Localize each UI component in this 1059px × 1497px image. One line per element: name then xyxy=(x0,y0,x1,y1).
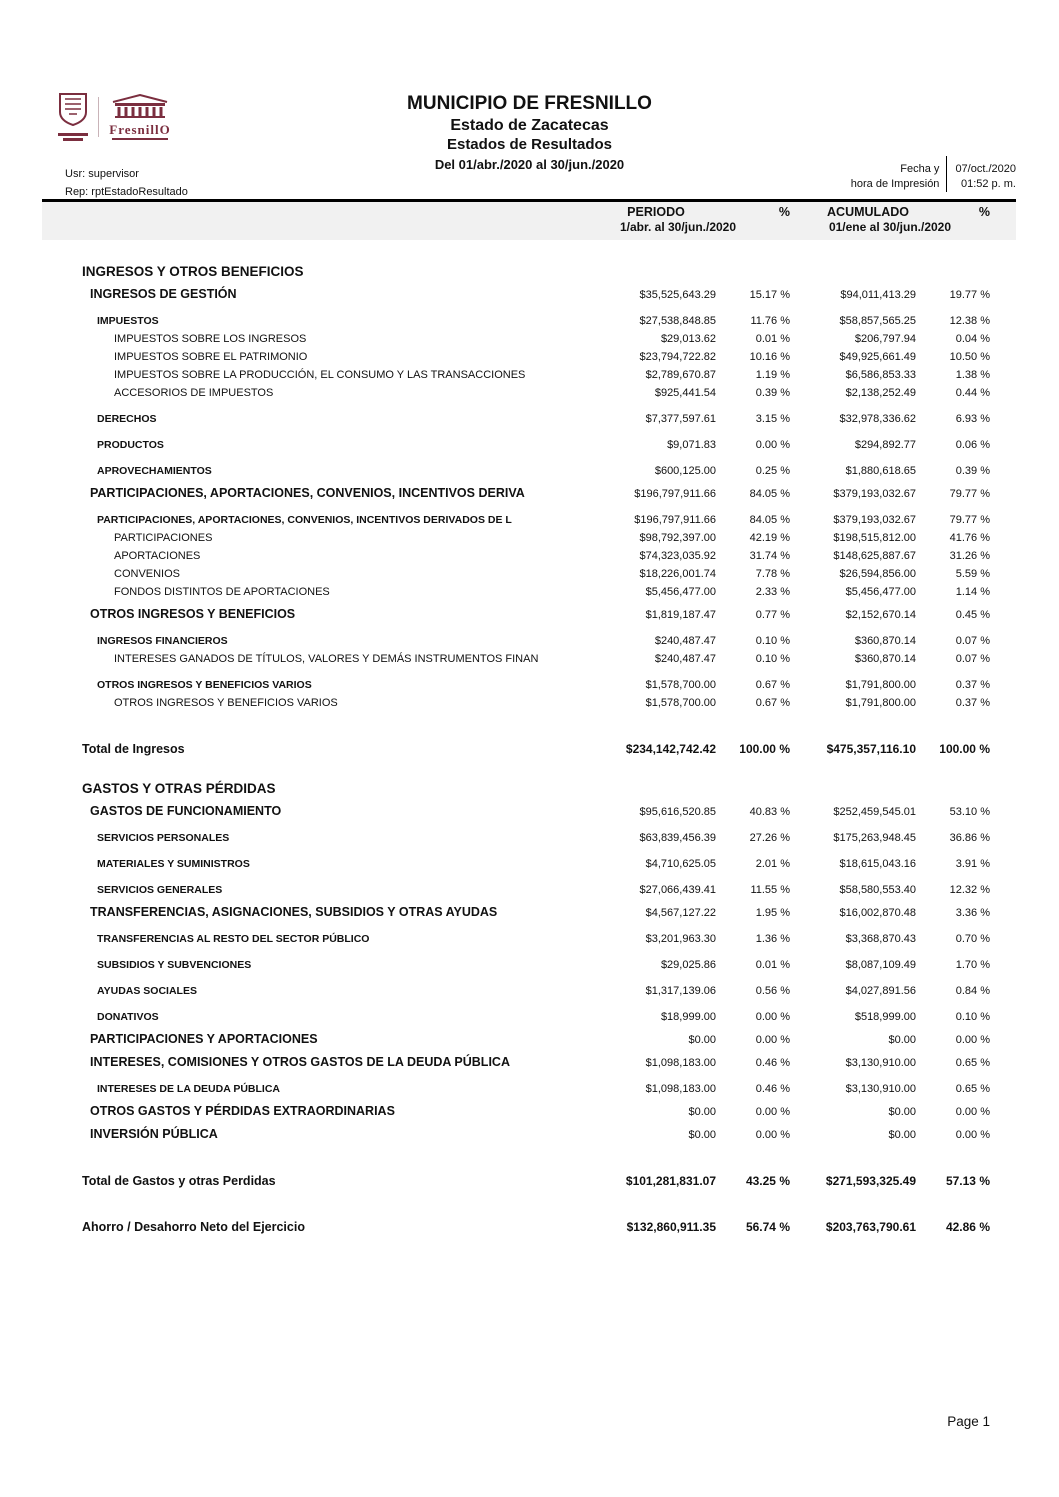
cell-acumulado: $518,999.00 xyxy=(854,1011,916,1023)
cell-acumulado-pct: 0.10 % xyxy=(955,1011,990,1023)
row-label: AYUDAS SOCIALES xyxy=(97,985,197,997)
cell-periodo-pct: 1.95 % xyxy=(755,907,790,919)
cell-acumulado-pct: 12.38 % xyxy=(949,315,990,327)
table-row xyxy=(42,1080,1016,1098)
cell-periodo: $4,710,625.05 xyxy=(645,858,716,870)
cell-acumulado-pct: 6.93 % xyxy=(955,413,990,425)
table-row xyxy=(42,1172,1016,1190)
cell-periodo-pct: 0.25 % xyxy=(755,465,790,477)
table-row xyxy=(42,384,1016,402)
table-row xyxy=(42,740,1016,758)
table-row xyxy=(42,366,1016,384)
row-label: INGRESOS FINANCIEROS xyxy=(97,635,228,647)
row-label: PARTICIPACIONES Y APORTACIONES xyxy=(90,1032,318,1046)
row-label: INTERESES, COMISIONES Y OTROS GASTOS DE LA DEUDA PÚBLICA xyxy=(90,1055,510,1069)
cell-acumulado: $2,138,252.49 xyxy=(845,387,916,399)
row-label: SERVICIOS PERSONALES xyxy=(97,832,230,844)
cell-acumulado-pct: 0.84 % xyxy=(955,985,990,997)
cell-acumulado: $26,594,856.00 xyxy=(839,568,916,580)
table-row xyxy=(42,956,1016,974)
column-periodo-daterange: 1/abr. al 30/jun./2020 xyxy=(619,220,737,234)
table-row xyxy=(42,780,1016,798)
cell-acumulado-pct: 0.37 % xyxy=(955,697,990,709)
cell-periodo-pct: 0.46 % xyxy=(755,1057,790,1069)
cell-acumulado-pct: 0.07 % xyxy=(955,653,990,665)
row-label: FONDOS DISTINTOS DE APORTACIONES xyxy=(114,586,330,598)
table-row xyxy=(42,330,1016,348)
print-label-line1: Fecha y xyxy=(900,163,940,175)
row-label: IMPUESTOS SOBRE LOS INGRESOS xyxy=(114,333,307,345)
print-label-line2: hora de Impresión xyxy=(850,178,940,190)
cell-periodo: $1,578,700.00 xyxy=(645,697,716,709)
table-row xyxy=(42,632,1016,650)
row-label: OTROS INGRESOS Y BENEFICIOS xyxy=(90,607,296,621)
table-row xyxy=(42,511,1016,529)
row-label: INTERESES DE LA DEUDA PÚBLICA xyxy=(97,1083,280,1095)
table-row xyxy=(42,565,1016,583)
column-group-acumulado xyxy=(790,205,990,234)
cell-acumulado-pct: 0.06 % xyxy=(955,439,990,451)
row-label: IMPUESTOS SOBRE LA PRODUCCIÓN, EL CONSUMO Y LAS TRANSACCIONES xyxy=(114,369,526,381)
cell-acumulado: $360,870.14 xyxy=(854,635,916,647)
row-label: OTROS GASTOS Y PÉRDIDAS EXTRAORDINARIAS xyxy=(90,1104,395,1118)
cell-periodo: $29,013.62 xyxy=(660,333,716,345)
table-row xyxy=(42,676,1016,694)
cell-acumulado: $148,625,887.67 xyxy=(833,550,916,562)
cell-periodo: $2,789,670.87 xyxy=(645,369,716,381)
cell-acumulado: $475,357,116.10 xyxy=(826,742,916,756)
cell-acumulado: $32,978,336.62 xyxy=(839,413,916,425)
cell-periodo-pct: 40.83 % xyxy=(749,806,790,818)
table-row xyxy=(42,903,1016,922)
table-row xyxy=(42,930,1016,948)
cell-periodo: $5,456,477.00 xyxy=(645,586,716,598)
cell-acumulado: $8,087,109.49 xyxy=(845,959,916,971)
cell-periodo: $240,487.47 xyxy=(654,653,716,665)
cell-periodo-pct: 0.46 % xyxy=(755,1083,790,1095)
cell-periodo: $196,797,911.66 xyxy=(634,514,716,526)
cell-periodo: $196,797,911.66 xyxy=(634,488,716,500)
cell-acumulado-pct: 10.50 % xyxy=(949,351,990,363)
cell-periodo-pct: 15.17 % xyxy=(749,289,790,301)
print-meta xyxy=(851,156,1016,192)
cell-acumulado: $49,925,661.49 xyxy=(839,351,916,363)
fresnillo-wordmark: FresnillO xyxy=(109,121,171,137)
cell-periodo-pct: 0.10 % xyxy=(755,653,790,665)
cell-acumulado: $58,580,553.40 xyxy=(839,884,916,896)
cell-acumulado-pct: 0.45 % xyxy=(955,609,990,621)
cell-acumulado-pct: 41.76 % xyxy=(949,532,990,544)
cell-acumulado: $2,152,670.14 xyxy=(845,609,916,621)
column-header-band xyxy=(42,199,1016,240)
table-row xyxy=(42,436,1016,454)
cell-periodo: $1,819,187.47 xyxy=(645,609,716,621)
cell-acumulado: $1,791,800.00 xyxy=(845,697,916,709)
cell-acumulado: $0.00 xyxy=(888,1129,916,1141)
cell-periodo: $35,525,643.29 xyxy=(639,289,716,301)
cell-periodo-pct: 0.00 % xyxy=(755,1011,790,1023)
cell-periodo: $23,794,722.82 xyxy=(639,351,716,363)
cell-periodo: $95,616,520.85 xyxy=(639,806,716,818)
table-row xyxy=(42,484,1016,503)
cell-periodo: $0.00 xyxy=(688,1129,716,1141)
cell-periodo-pct: 42.19 % xyxy=(749,532,790,544)
cell-acumulado: $3,130,910.00 xyxy=(845,1083,916,1095)
cell-acumulado: $0.00 xyxy=(888,1106,916,1118)
cell-acumulado-pct: 3.91 % xyxy=(955,858,990,870)
cell-acumulado: $94,011,413.29 xyxy=(840,289,916,301)
cell-periodo: $0.00 xyxy=(688,1106,716,1118)
table-row xyxy=(42,881,1016,899)
report-rows xyxy=(42,241,1016,1236)
row-label: SERVICIOS GENERALES xyxy=(97,884,223,896)
report-subtitle-type: Estados de Resultados xyxy=(446,135,613,153)
cell-acumulado: $379,193,032.67 xyxy=(833,488,916,500)
report-subtitle-state: Estado de Zacatecas xyxy=(450,116,609,134)
cell-acumulado-pct: 0.07 % xyxy=(955,635,990,647)
cell-periodo-pct: 84.05 % xyxy=(749,514,790,526)
print-date: 07/oct./2020 xyxy=(955,163,1016,175)
cell-periodo-pct: 0.00 % xyxy=(755,1106,790,1118)
cell-periodo-pct: 43.25 % xyxy=(745,1174,790,1188)
table-row xyxy=(42,829,1016,847)
print-values xyxy=(946,156,1016,192)
row-label: IMPUESTOS xyxy=(97,315,159,327)
column-acumulado-label: ACUMULADO xyxy=(827,205,909,219)
cell-acumulado: $58,857,565.25 xyxy=(839,315,916,327)
row-label: CONVENIOS xyxy=(114,568,181,580)
cell-periodo: $132,860,911.35 xyxy=(626,1220,716,1234)
cell-acumulado-pct: 5.59 % xyxy=(955,568,990,580)
cell-acumulado: $3,130,910.00 xyxy=(845,1057,916,1069)
cell-periodo-pct: 2.33 % xyxy=(755,586,790,598)
cell-acumulado: $203,763,790.61 xyxy=(825,1220,916,1234)
cell-periodo-pct: 31.74 % xyxy=(749,550,790,562)
table-row xyxy=(42,410,1016,428)
cell-acumulado: $0.00 xyxy=(888,1034,916,1046)
table-row xyxy=(42,1008,1016,1026)
cell-acumulado: $198,515,812.00 xyxy=(833,532,916,544)
row-label: INGRESOS Y OTROS BENEFICIOS xyxy=(82,264,304,279)
cell-periodo: $27,066,439.41 xyxy=(639,884,716,896)
cell-periodo: $1,098,183.00 xyxy=(645,1083,716,1095)
cell-periodo-pct: 0.77 % xyxy=(755,609,790,621)
cell-acumulado-pct: 3.36 % xyxy=(955,907,990,919)
cell-acumulado-pct: 0.70 % xyxy=(955,933,990,945)
row-label: Ahorro / Desahorro Neto del Ejercicio xyxy=(82,1220,305,1234)
cell-periodo: $98,792,397.00 xyxy=(639,532,716,544)
row-label: PARTICIPACIONES, APORTACIONES, CONVENIOS, INCENTIVOS DERIVA xyxy=(90,486,525,500)
cell-acumulado: $16,002,870.48 xyxy=(839,907,916,919)
cell-periodo-pct: 0.56 % xyxy=(755,985,790,997)
row-label: IMPUESTOS SOBRE EL PATRIMONIO xyxy=(114,351,308,363)
cell-acumulado-pct: 0.00 % xyxy=(955,1106,990,1118)
cell-periodo-pct: 2.01 % xyxy=(755,858,790,870)
cell-periodo-pct: 0.00 % xyxy=(755,1034,790,1046)
column-group-periodo xyxy=(566,205,790,234)
table-row xyxy=(42,1125,1016,1144)
cell-periodo: $7,377,597.61 xyxy=(645,413,716,425)
cell-acumulado-pct: 0.00 % xyxy=(955,1129,990,1141)
cell-periodo-pct: 11.76 % xyxy=(750,315,790,327)
table-row xyxy=(42,694,1016,712)
row-label: ACCESORIOS DE IMPUESTOS xyxy=(114,387,274,399)
column-periodo-pct-label: % xyxy=(778,205,790,219)
row-label: PARTICIPACIONES, APORTACIONES, CONVENIOS, INCENTIVOS DERIVADOS DE L xyxy=(97,514,512,526)
cell-acumulado: $252,459,545.01 xyxy=(833,806,916,818)
row-label: DERECHOS xyxy=(97,413,157,425)
table-row xyxy=(42,285,1016,304)
cell-periodo: $240,487.47 xyxy=(654,635,716,647)
cell-periodo-pct: 0.67 % xyxy=(755,697,790,709)
cell-acumulado-pct: 1.38 % xyxy=(955,369,990,381)
table-row xyxy=(42,982,1016,1000)
table-row xyxy=(42,583,1016,601)
table-row xyxy=(42,802,1016,821)
row-label: TRANSFERENCIAS, ASIGNACIONES, SUBSIDIOS Y OTRAS AYUDAS xyxy=(90,905,498,919)
cell-periodo: $4,567,127.22 xyxy=(645,907,716,919)
report-title: MUNICIPIO DE FRESNILLO xyxy=(407,93,652,114)
cell-acumulado-pct: 53.10 % xyxy=(949,806,990,818)
table-row xyxy=(42,1053,1016,1072)
cell-periodo-pct: 0.00 % xyxy=(755,1129,790,1141)
cell-acumulado: $294,892.77 xyxy=(854,439,916,451)
table-row xyxy=(42,605,1016,624)
cell-periodo-pct: 11.55 % xyxy=(750,884,790,896)
cell-periodo-pct: 3.15 % xyxy=(755,413,790,425)
cell-periodo: $600,125.00 xyxy=(654,465,716,477)
table-row xyxy=(42,529,1016,547)
print-time: 01:52 p. m. xyxy=(960,178,1016,190)
table-row xyxy=(42,650,1016,668)
row-label: PARTICIPACIONES xyxy=(114,532,213,544)
column-periodo-label: PERIODO xyxy=(627,205,685,219)
cell-periodo: $3,201,963.30 xyxy=(645,933,716,945)
cell-acumulado-pct: 0.39 % xyxy=(955,465,990,477)
page-number: Page 1 xyxy=(947,1414,990,1429)
row-label: DONATIVOS xyxy=(97,1011,159,1023)
row-label: APORTACIONES xyxy=(114,550,201,562)
table-row xyxy=(42,855,1016,873)
cell-periodo-pct: 0.01 % xyxy=(755,333,790,345)
cell-acumulado-pct: 0.65 % xyxy=(955,1057,990,1069)
cell-periodo: $0.00 xyxy=(688,1034,716,1046)
cell-periodo-pct: 0.10 % xyxy=(755,635,790,647)
cell-acumulado-pct: 0.04 % xyxy=(955,333,990,345)
table-row xyxy=(42,547,1016,565)
cell-acumulado: $18,615,043.16 xyxy=(839,858,916,870)
report-meta xyxy=(65,165,188,201)
cell-acumulado-pct: 0.44 % xyxy=(955,387,990,399)
print-label xyxy=(851,156,947,192)
cell-periodo: $18,999.00 xyxy=(660,1011,716,1023)
cell-acumulado-pct: 42.86 % xyxy=(945,1220,990,1234)
cell-periodo: $63,839,456.39 xyxy=(639,832,716,844)
cell-periodo-pct: 10.16 % xyxy=(749,351,790,363)
cell-acumulado-pct: 31.26 % xyxy=(949,550,990,562)
cell-acumulado: $1,791,800.00 xyxy=(845,679,916,691)
cell-acumulado-pct: 0.00 % xyxy=(955,1034,990,1046)
row-label: GASTOS Y OTRAS PÉRDIDAS xyxy=(82,781,276,796)
cell-periodo-pct: 0.01 % xyxy=(755,959,790,971)
cell-periodo: $101,281,831.07 xyxy=(625,1174,716,1188)
row-label: OTROS INGRESOS Y BENEFICIOS VARIOS xyxy=(114,697,338,709)
cell-acumulado-pct: 100.00 % xyxy=(939,742,990,756)
row-label: Total de Ingresos xyxy=(82,742,185,756)
cell-periodo: $234,142,742.42 xyxy=(625,742,716,756)
table-row xyxy=(42,312,1016,330)
cell-periodo-pct: 1.19 % xyxy=(755,369,790,381)
row-label: MATERIALES Y SUMINISTROS xyxy=(97,858,250,870)
table-row xyxy=(42,263,1016,281)
cell-acumulado-pct: 79.77 % xyxy=(949,488,990,500)
row-label: PRODUCTOS xyxy=(97,439,164,451)
cell-periodo: $925,441.54 xyxy=(654,387,716,399)
cell-periodo: $74,323,035.92 xyxy=(639,550,716,562)
cell-periodo-pct: 27.26 % xyxy=(749,832,790,844)
user-label: Usr: supervisor xyxy=(65,168,139,180)
cell-acumulado-pct: 19.77 % xyxy=(949,289,990,301)
row-label: Total de Gastos y otras Perdidas xyxy=(82,1174,276,1188)
row-label: GASTOS DE FUNCIONAMIENTO xyxy=(90,804,282,818)
table-row xyxy=(42,348,1016,366)
cell-acumulado: $6,586,853.33 xyxy=(845,369,916,381)
row-label: INGRESOS DE GESTIÓN xyxy=(90,287,237,301)
cell-acumulado: $175,263,948.45 xyxy=(833,832,916,844)
cell-acumulado-pct: 0.65 % xyxy=(955,1083,990,1095)
cell-acumulado-pct: 1.14 % xyxy=(955,586,990,598)
cell-periodo: $1,098,183.00 xyxy=(645,1057,716,1069)
cell-acumulado-pct: 1.70 % xyxy=(955,959,990,971)
report-period: Del 01/abr./2020 al 30/jun./2020 xyxy=(434,156,625,172)
row-label: OTROS INGRESOS Y BENEFICIOS VARIOS xyxy=(97,679,312,691)
cell-acumulado: $3,368,870.43 xyxy=(845,933,916,945)
cell-acumulado: $206,797.94 xyxy=(854,333,916,345)
row-label: SUBSIDIOS Y SUBVENCIONES xyxy=(97,959,252,971)
cell-periodo-pct: 0.00 % xyxy=(755,439,790,451)
cell-acumulado-pct: 79.77 % xyxy=(949,514,990,526)
cell-acumulado: $271,593,325.49 xyxy=(825,1174,916,1188)
column-acumulado-pct-label: % xyxy=(978,205,990,219)
cell-periodo-pct: 56.74 % xyxy=(745,1220,790,1234)
table-row xyxy=(42,462,1016,480)
cell-periodo-pct: 7.78 % xyxy=(755,568,790,580)
row-label: APROVECHAMIENTOS xyxy=(97,465,212,477)
cell-periodo: $18,226,001.74 xyxy=(639,568,716,580)
cell-periodo-pct: 100.00 % xyxy=(739,742,790,756)
cell-acumulado-pct: 57.13 % xyxy=(945,1174,990,1188)
cell-acumulado-pct: 0.37 % xyxy=(955,679,990,691)
cell-acumulado-pct: 36.86 % xyxy=(949,832,990,844)
cell-periodo-pct: 0.39 % xyxy=(755,387,790,399)
cell-periodo: $29,025.86 xyxy=(660,959,716,971)
table-row xyxy=(42,1030,1016,1049)
cell-acumulado: $360,870.14 xyxy=(854,653,916,665)
cell-periodo: $1,317,139.06 xyxy=(645,985,716,997)
row-label: TRANSFERENCIAS AL RESTO DEL SECTOR PÚBLICO xyxy=(97,933,370,945)
cell-acumulado: $379,193,032.67 xyxy=(833,514,916,526)
cell-periodo-pct: 1.36 % xyxy=(755,933,790,945)
cell-periodo: $1,578,700.00 xyxy=(645,679,716,691)
cell-acumulado: $4,027,891.56 xyxy=(845,985,916,997)
table-row xyxy=(42,1102,1016,1121)
cell-periodo: $9,071.83 xyxy=(667,439,716,451)
report-id-label: Rep: rptEstadoResultado xyxy=(65,186,188,198)
cell-periodo-pct: 0.67 % xyxy=(755,679,790,691)
cell-periodo-pct: 84.05 % xyxy=(749,488,790,500)
row-label: INVERSIÓN PÚBLICA xyxy=(90,1127,218,1141)
cell-periodo: $27,538,848.85 xyxy=(639,315,716,327)
cell-acumulado-pct: 12.32 % xyxy=(949,884,990,896)
row-label: INTERESES GANADOS DE TÍTULOS, VALORES Y DEMÁS INSTRUMENTOS FINAN xyxy=(114,653,539,665)
cell-acumulado: $1,880,618.65 xyxy=(845,465,916,477)
cell-acumulado: $5,456,477.00 xyxy=(845,586,916,598)
column-acumulado-daterange: 01/ene al 30/jun./2020 xyxy=(828,220,952,234)
table-row xyxy=(42,1218,1016,1236)
